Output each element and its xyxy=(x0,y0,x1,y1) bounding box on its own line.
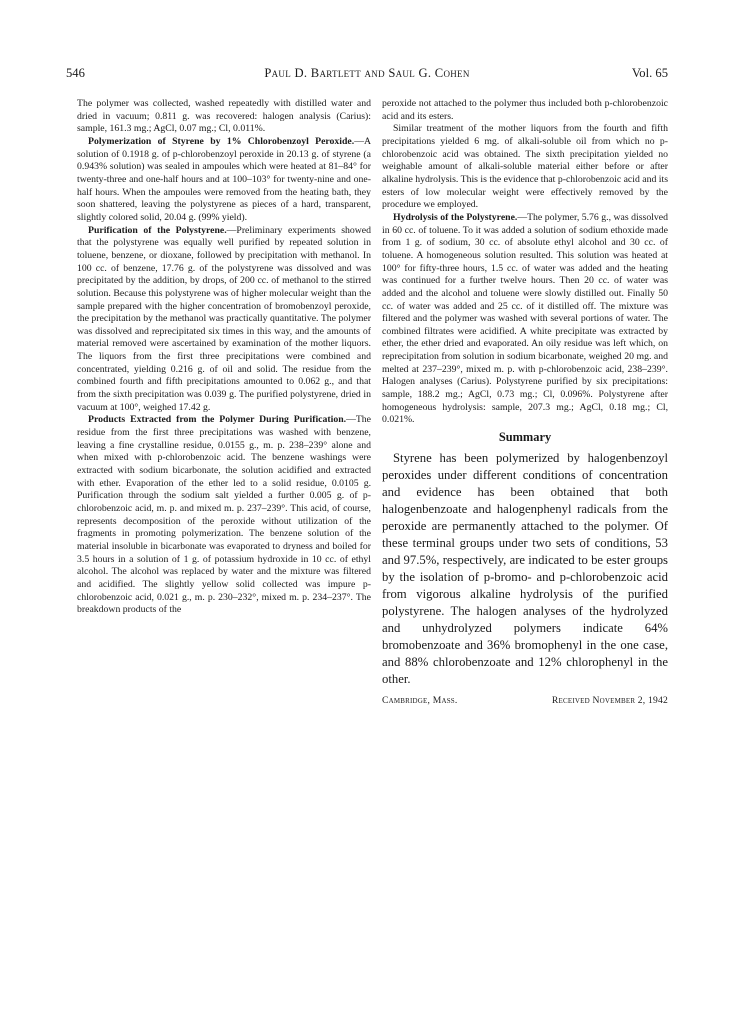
run-in-heading-hydrolysis: Hydrolysis of the Polystyrene. xyxy=(393,211,518,223)
paragraph-peroxide-continued: peroxide not attached to the polymer thus included both p-chlorobenzoic acid and its esters. xyxy=(382,98,668,122)
article-footer xyxy=(382,695,668,711)
section-polymerization xyxy=(77,136,371,225)
section-hydrolysis xyxy=(382,212,668,427)
section-products-extracted xyxy=(77,414,371,617)
paragraph-polymerization-body: —A solution of 0.1918 g. of p-chlorobenzoyl peroxide in 20.13 g. of styrene (a 0.943% solution) was sealed in ampoules which were heated at 81–84° for twenty-three and one-half hours and at 100–103° for twenty-nine and one-half hours. When the ampoules were removed from the heating bath, they soon shattered, leaving the polystyrene as pieces of a hard, transparent, slightly colored solid, 20.04 g. (99% yield). xyxy=(77,135,371,223)
summary-paragraph: Styrene has been polymerized by halogenbenzoyl peroxides under different conditions of concentration and evidence has been obtained that both halogenbenzoate and halogenphenyl radicals from the peroxide are permanently attached to the polymer. Of these terminal groups under two sets of conditions, 53 and 97.5%, respectively, are indicated to be ester groups by the isolation of p-bromo- and p-chlorobenzoic acid from vigorous alkaline hydrolysis of the purified polystyrene. The halogen analyses of the hydrolyzed and unhydrolyzed polymers indicate 64% bromobenzoate and 36% bromophenyl in the one case, and 88% chlorobenzoate and 12% chlorophenyl in the other. xyxy=(382,450,668,687)
run-in-heading-purification: Purification of the Polystyrene. xyxy=(88,224,227,236)
running-header-authors: Paul D. Bartlett and Saul G. Cohen xyxy=(264,66,470,80)
footer-received-date: Received November 2, 1942 xyxy=(551,695,668,707)
left-column xyxy=(77,98,371,617)
volume-number: Vol. 65 xyxy=(631,66,668,80)
right-column xyxy=(382,98,668,711)
summary-heading: Summary xyxy=(498,430,552,445)
paragraph-polymer-collected: The polymer was collected, washed repeatedly with distilled water and dried in vacuum; 0.811 g. was recovered: halogen analysis (Carius): sample, 161.3 mg.; AgCl, 0.07 mg.; Cl, 0.011%. xyxy=(77,98,371,135)
running-header xyxy=(66,66,668,82)
run-in-heading-products-extracted: Products Extracted from the Polymer During Purification. xyxy=(88,414,347,426)
paragraph-mother-liquors: Similar treatment of the mother liquors from the fourth and fifth precipitations yielded 6 mg. of alkali-soluble oil from which no p-chlorobenzoic acid was obtained. The sixth precipitation yielded no weighable amount of alkali-soluble material either before or after alkaline hydrolysis. This is the evidence that p-chlorobenzoic acid and its esters of low molecular weight were effectively removed by the procedure we employed. xyxy=(382,123,669,211)
paragraph-products-extracted-body: —The residue from the first three precipitations was washed with benzene, leaving a fine crystalline residue, 0.0155 g., m. p. 238–239° alone and when mixed with p-chlorobenzoic acid. The benzene washings were extracted with sodium bicarbonate, the solution acidified and extracted with ether. Evaporation of the ether led to a solid residue, 0.0105 g. Purification through the sodium salt yielded a further 0.005 g. of p-chlorobenzoic acid, m. p. and mixed m. p. 237–239°. This acid, of course, represents decomposition of the peroxide without utilization of the fragments in promoting polymerization. The benzene solution of the material insoluble in bicarbonate was evaporated to dryness and boiled for 3.5 hours in a solution of 1 g. of potassium hydroxide in 10 cc. of ethyl alcohol. The alcohol was replaced by water and the mixture was filtered and acidified. The slightly yellow solid collected was impure p-chlorobenzoic acid, 0.021 g., m. p. 230–232°, mixed m. p. 234–237°. The breakdown products of the xyxy=(77,414,371,616)
page-number: 546 xyxy=(66,66,85,80)
section-purification xyxy=(77,225,371,415)
run-in-heading-polymerization: Polymerization of Styrene by 1% Chlorobenzoyl Peroxide. xyxy=(88,135,355,147)
paragraph-hydrolysis-body: —The polymer, 5.76 g., was dissolved in 60 cc. of toluene. To it was added a solution of sodium ethoxide made from 1 g. of sodium, 30 cc. of absolute ethyl alcohol and 30 cc. of toluene. A homogeneous solution resulted. This solution was heated at 100° for fifty-three hours, 1.5 cc. of water was added and the heating was continued for a further twelve hours. Then 20 cc. of water was added and the alcohol and toluene were slowly distilled out. Finally 50 cc. of water was added and 25 cc. of it distilled off. The mixture was filtered and the polymer was washed with several portions of water. The combined filtrates were acidified. A white precipitate was extracted by ether, the ether dried and evaporated. An oily residue was left which, on reprecipitation from solution in sodium bicarbonate, weighed 20 mg. and melted at 237–239°, mixed m. p. with p-chlorobenzoic acid, 238–239°. Halogen analyses (Carius). Polystyrene purified by six precipitations: sample, 188.2 mg.; AgCl, 0.73 mg.; Cl, 0.096%. Polystyrene after homogeneous hydrolysis: sample, 207.3 mg.; AgCl, 0.18 mg.; Cl, 0.021%. xyxy=(382,211,668,426)
footer-location: Cambridge, Mass. xyxy=(382,695,458,707)
paragraph-purification-body: —Preliminary experiments showed that the polystyrene was equally well purified by repeated solution in toluene, benzene, or dioxane, followed by precipitation with methanol. In 100 cc. of benzene, 17.76 g. of the polystyrene was dissolved and was precipitated by the addition, by drops, of 200 cc. of methanol to the stirred solution. Because this polystyrene was of higher molecular weight than the sample prepared with the higher concentration of bromobenzoyl peroxide, the precipitation by the methanol was practically quantitative. The polymer was dissolved and reprecipitated six times in this way, and the amounts of material removed were ascertained by examination of the mother liquors. The liquors from the first three precipitations were combined and concentrated, yielding 0.216 g. of oil and solid. The residue from the combined fourth and fifth precipitations amounted to 0.062 g., and that from the sixth precipitation was 0.039 g. The purified polystyrene, dried in vacuum at 100°, weighed 17.42 g. xyxy=(77,224,371,413)
